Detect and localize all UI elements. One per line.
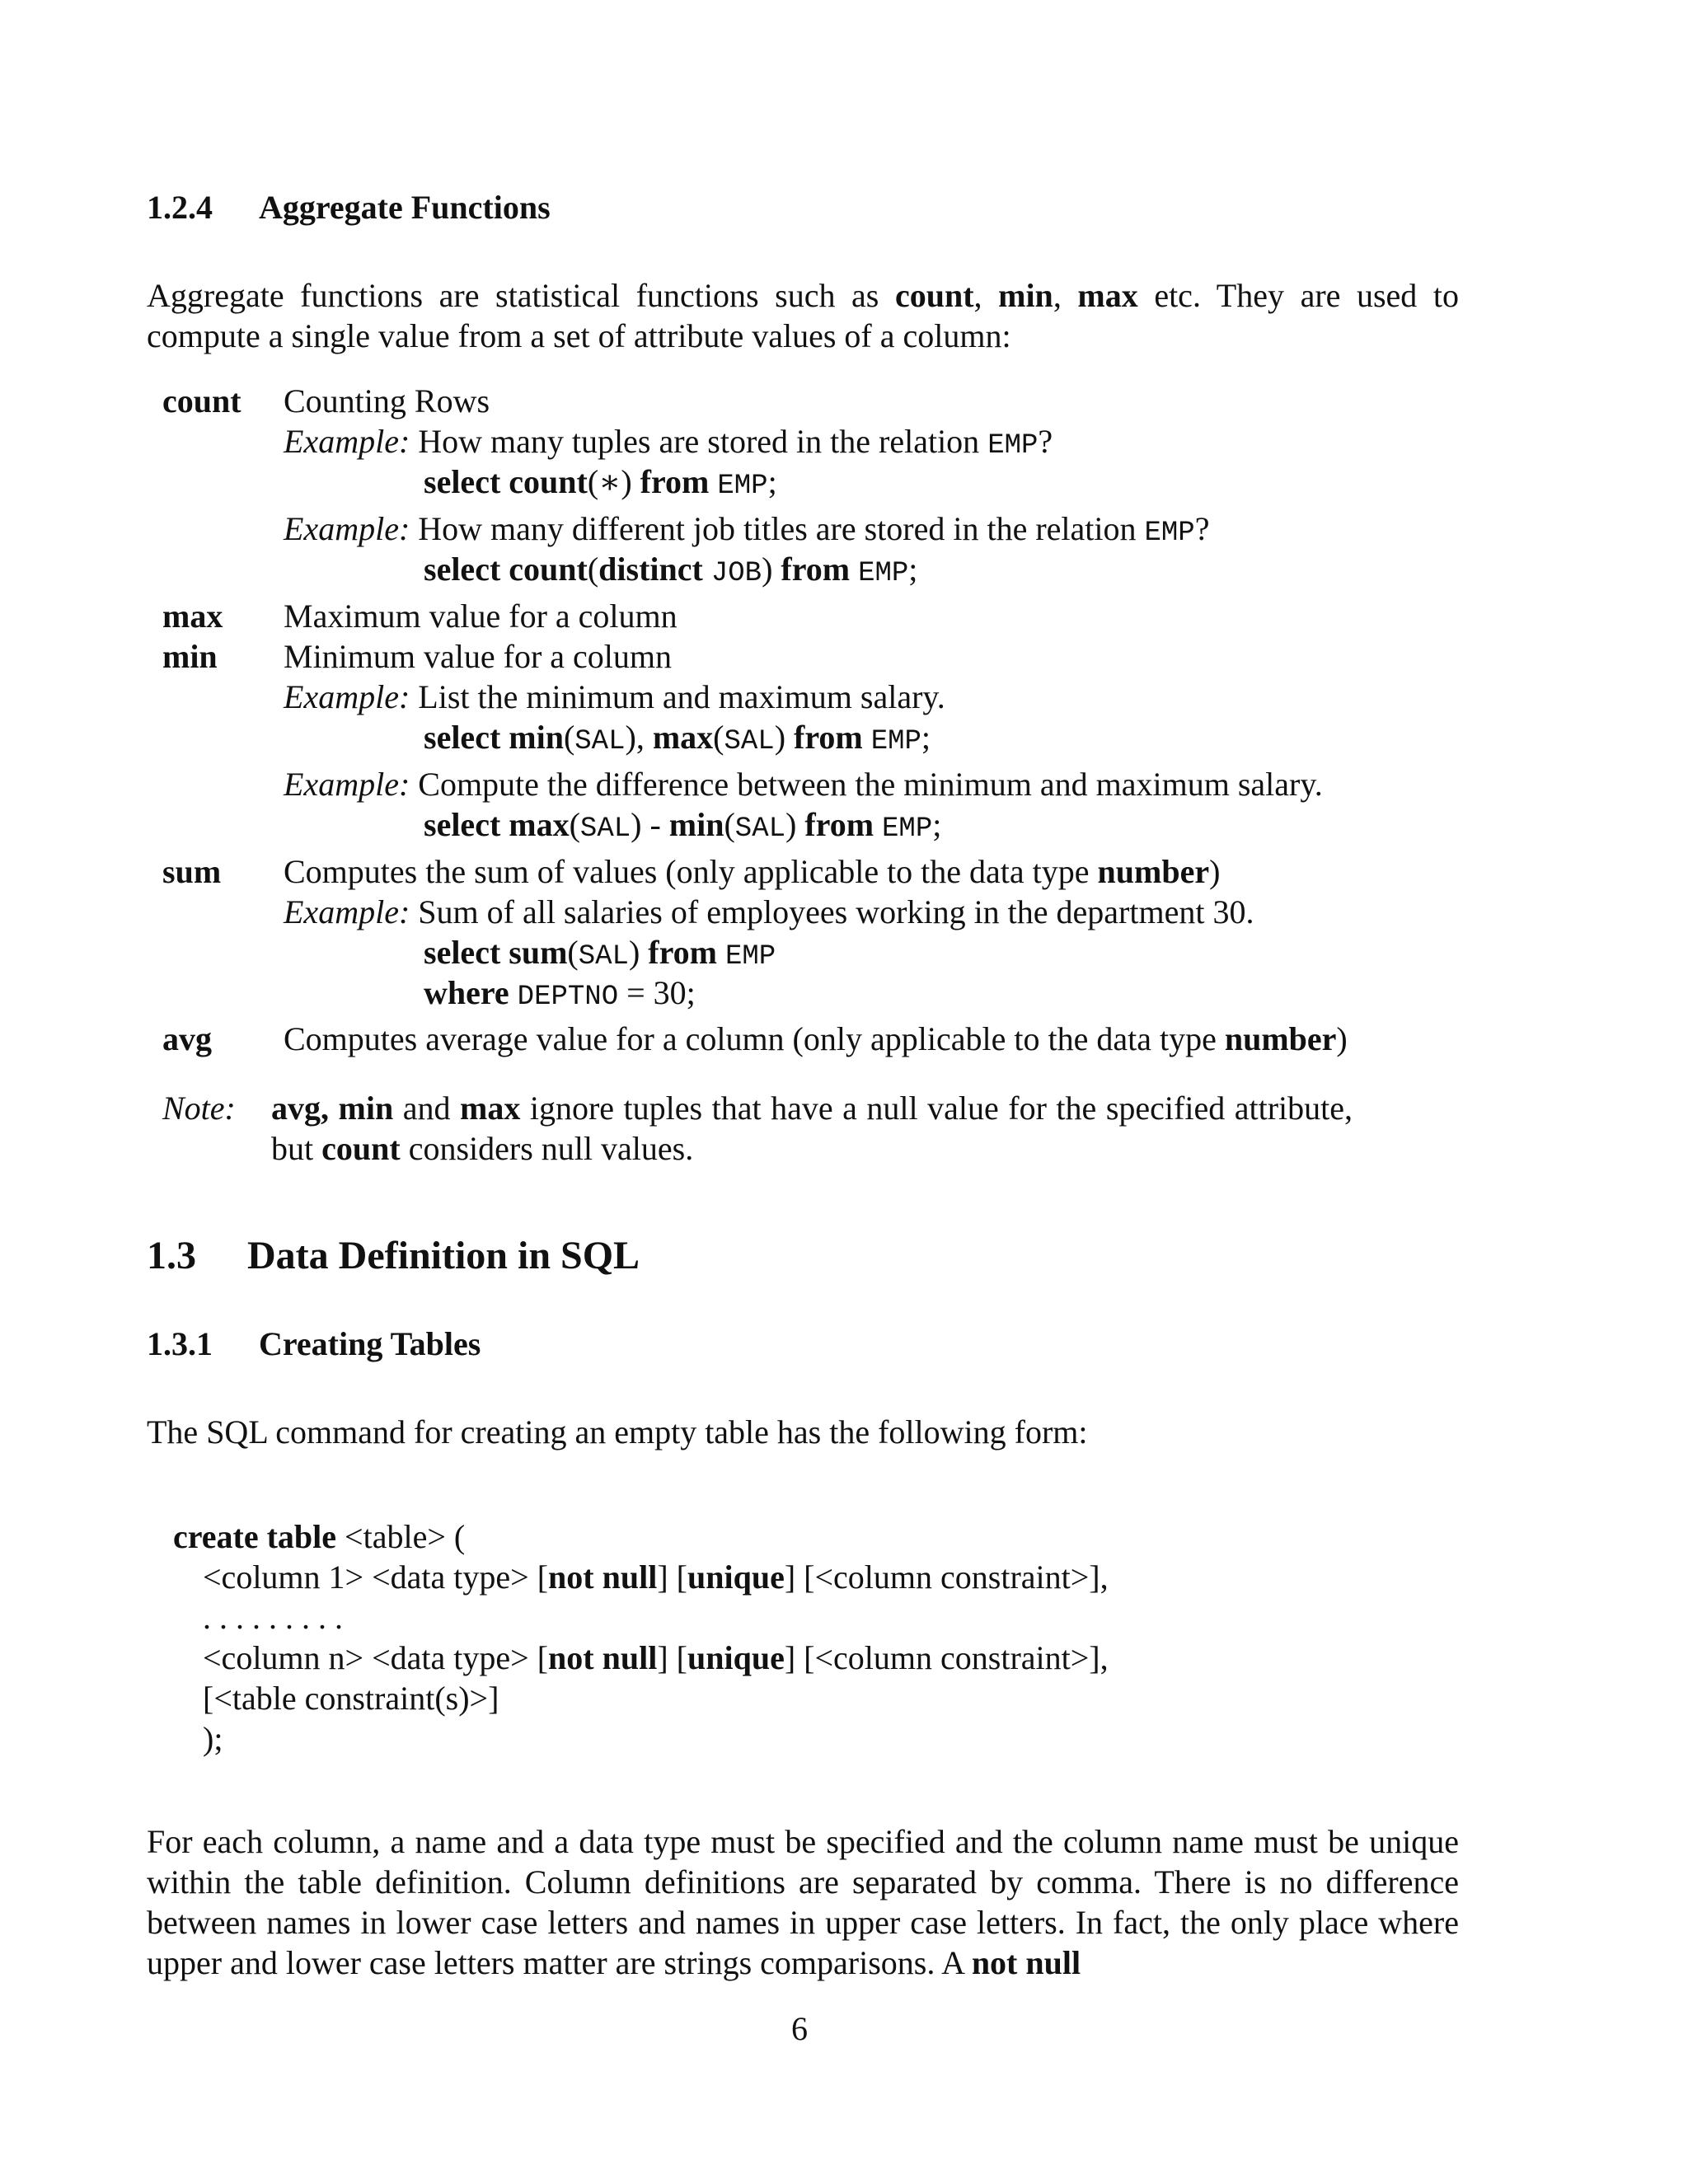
- column-name: SAL: [734, 813, 786, 845]
- query-condition: = 30;: [618, 974, 696, 1011]
- example-label: Example:: [284, 893, 410, 930]
- example-text-end: ?: [1194, 510, 1210, 547]
- syntax-column-n: <column n> <data type> [: [203, 1639, 549, 1676]
- column-name: SAL: [578, 941, 629, 972]
- kw-select: select: [424, 463, 509, 500]
- note-bold-avg-min: avg, min: [271, 1090, 394, 1127]
- example-text-end: ?: [1038, 423, 1053, 460]
- relation-name: EMP: [987, 430, 1039, 462]
- intro-max: max: [1077, 277, 1138, 314]
- kw-create-table: create table: [173, 1518, 337, 1555]
- example-label: Example:: [284, 423, 410, 460]
- kw-select: select: [424, 934, 509, 971]
- subsection-title-creating-tables: Creating Tables: [259, 1325, 481, 1362]
- term-max: max: [162, 598, 223, 635]
- example-text: Sum of all salaries of employees working in the department 30.: [410, 893, 1254, 930]
- column-name: JOB: [710, 558, 762, 589]
- paren-open: (: [569, 806, 580, 843]
- syntax-line-ellipsis: . . . . . . . . .: [203, 1599, 343, 1636]
- intro-text-2: etc. They are used to compute a single value from a set of attribute values of a column:: [147, 277, 1460, 354]
- paren-open: (: [563, 719, 575, 756]
- kw-max: max: [509, 806, 570, 843]
- min-query-2: [424, 804, 941, 850]
- kw-from: from: [640, 463, 718, 500]
- kw-number: number: [1097, 853, 1210, 890]
- table-name: EMP: [858, 558, 909, 589]
- example-text: How many tuples are stored in the relation: [410, 423, 988, 460]
- sum-desc-end: ): [1209, 853, 1221, 890]
- kw-select: select: [424, 551, 509, 588]
- kw-not-null: not null: [548, 1558, 658, 1596]
- count-example-1: [284, 421, 1053, 466]
- paren-open: (: [724, 806, 735, 843]
- query-arg: (∗): [587, 463, 640, 500]
- syntax-line-4: [203, 1638, 1109, 1678]
- intro-sep-2: ,: [1053, 277, 1078, 314]
- column-name: SAL: [574, 726, 626, 757]
- syntax-bracket: ] [: [657, 1639, 687, 1676]
- query-end: ;: [921, 719, 931, 756]
- max-description: Maximum value for a column: [284, 598, 678, 635]
- syntax-column-constraint: ] [<column constraint>],: [784, 1639, 1109, 1676]
- section-number-1-3: 1.3: [147, 1234, 196, 1277]
- create-table-intro: The SQL command for creating an empty table has the following form:: [147, 1413, 1088, 1451]
- note-label: Note:: [162, 1090, 236, 1127]
- example-label: Example:: [284, 678, 410, 715]
- kw-not-null: not null: [971, 1944, 1081, 1981]
- paren-close: ): [628, 934, 649, 971]
- table-name: EMP: [717, 471, 768, 502]
- column-name: SAL: [579, 813, 631, 845]
- kw-distinct: distinct: [598, 551, 711, 588]
- final-paragraph: [147, 1821, 1459, 1983]
- kw-sum: sum: [509, 934, 568, 971]
- sum-example-1: [284, 892, 1254, 932]
- sum-query-line-2: [424, 972, 696, 1018]
- note-text-2: ignore tuples that have a null value for the specified attribute, but: [271, 1090, 1353, 1167]
- example-label: Example:: [284, 510, 410, 547]
- kw-number: number: [1224, 1020, 1337, 1057]
- paren-open: (: [567, 934, 579, 971]
- kw-max: max: [652, 719, 714, 756]
- syntax-column-1: <column 1> <data type> [: [203, 1558, 549, 1596]
- subsection-number-1-2-4: 1.2.4: [147, 189, 213, 226]
- term-count: count: [162, 382, 241, 419]
- sum-query-line-1: [424, 932, 776, 977]
- intro-paragraph: [147, 275, 1459, 356]
- min-example-1: [284, 677, 945, 717]
- table-name: EMP: [870, 726, 921, 757]
- intro-min: min: [998, 277, 1053, 314]
- example-text: How many different job titles are stored in the relation: [410, 510, 1145, 547]
- note-bold-count: count: [321, 1130, 401, 1167]
- kw-unique: unique: [687, 1639, 785, 1676]
- paren-close: ): [785, 806, 805, 843]
- syntax-column-constraint: ] [<column constraint>],: [784, 1558, 1109, 1596]
- avg-desc-end: ): [1336, 1020, 1348, 1057]
- term-min: min: [162, 638, 218, 675]
- intro-text-1: Aggregate functions are statistical functions such as: [147, 277, 895, 314]
- kw-count: count: [509, 463, 588, 500]
- kw-where: where: [424, 974, 518, 1011]
- kw-unique: unique: [687, 1558, 785, 1596]
- column-name: SAL: [724, 726, 775, 757]
- example-label: Example:: [284, 766, 410, 803]
- min-description: Minimum value for a column: [284, 638, 673, 675]
- kw-from: from: [781, 551, 859, 588]
- subsection-title-aggregate-functions: Aggregate Functions: [259, 189, 551, 226]
- syntax-line-1: [173, 1516, 465, 1557]
- syntax-line-2: [203, 1557, 1109, 1597]
- query-end: ;: [908, 551, 918, 588]
- intro-count: count: [894, 277, 974, 314]
- kw-from: from: [794, 719, 871, 756]
- kw-from: from: [648, 934, 725, 971]
- syntax-line-5: [<table constraint(s)>]: [203, 1680, 499, 1717]
- example-text: List the minimum and maximum salary.: [410, 678, 945, 715]
- kw-select: select: [424, 806, 509, 843]
- min-query-1: [424, 717, 931, 762]
- intro-sep-1: ,: [973, 277, 999, 314]
- example-text: Compute the difference between the minimum and maximum salary.: [410, 766, 1323, 803]
- term-avg: avg: [162, 1020, 212, 1057]
- kw-not-null: not null: [548, 1639, 658, 1676]
- sum-desc-text: Computes the sum of values (only applicable to the data type: [284, 853, 1098, 890]
- relation-name: EMP: [1144, 518, 1195, 549]
- count-query-2: [424, 549, 917, 594]
- query-end: ;: [767, 463, 777, 500]
- paren-close: ),: [625, 719, 653, 756]
- note-text-3: considers null values.: [400, 1130, 694, 1167]
- page-number: 6: [791, 2010, 808, 2047]
- column-name: DEPTNO: [517, 982, 619, 1013]
- avg-description: [284, 1019, 1348, 1059]
- term-sum: sum: [162, 853, 222, 890]
- kw-from: from: [804, 806, 883, 843]
- count-query-1: [424, 462, 777, 507]
- section-title-data-definition: Data Definition in SQL: [247, 1234, 640, 1277]
- syntax-bracket: ] [: [657, 1558, 687, 1596]
- kw-min: min: [668, 806, 724, 843]
- min-example-2: [284, 764, 1323, 804]
- avg-desc-text: Computes average value for a column (only applicable to the data type: [284, 1020, 1225, 1057]
- count-description: Counting Rows: [284, 382, 490, 419]
- note-text: [271, 1088, 1353, 1169]
- note-bold-max: max: [460, 1090, 521, 1127]
- sum-description: [284, 851, 1220, 892]
- paren-open: (: [587, 551, 599, 588]
- table-name: EMP: [724, 941, 776, 972]
- kw-select: select: [424, 719, 509, 756]
- syntax-table-placeholder: <table> (: [336, 1518, 466, 1555]
- syntax-line-6: );: [203, 1720, 223, 1757]
- subsection-number-1-3-1: 1.3.1: [147, 1325, 213, 1362]
- final-paragraph-text: For each column, a name and a data type must be specified and the column name must be unique within the table definition. Column definitions are separated by comma. There is no difference between names in lower case letters and names in upper case letters. In fact, the only place where upper and lower case letters matter are strings comparisons. A: [147, 1823, 1459, 1981]
- count-example-2: [284, 509, 1209, 554]
- paren-open: (: [713, 719, 724, 756]
- paren-close: ): [762, 551, 781, 588]
- query-end: ;: [932, 806, 942, 843]
- minus-op: ) -: [631, 806, 669, 843]
- kw-min: min: [509, 719, 564, 756]
- kw-count: count: [509, 551, 588, 588]
- paren-close: ): [774, 719, 795, 756]
- table-name: EMP: [882, 813, 933, 845]
- note-text-1: and: [393, 1090, 460, 1127]
